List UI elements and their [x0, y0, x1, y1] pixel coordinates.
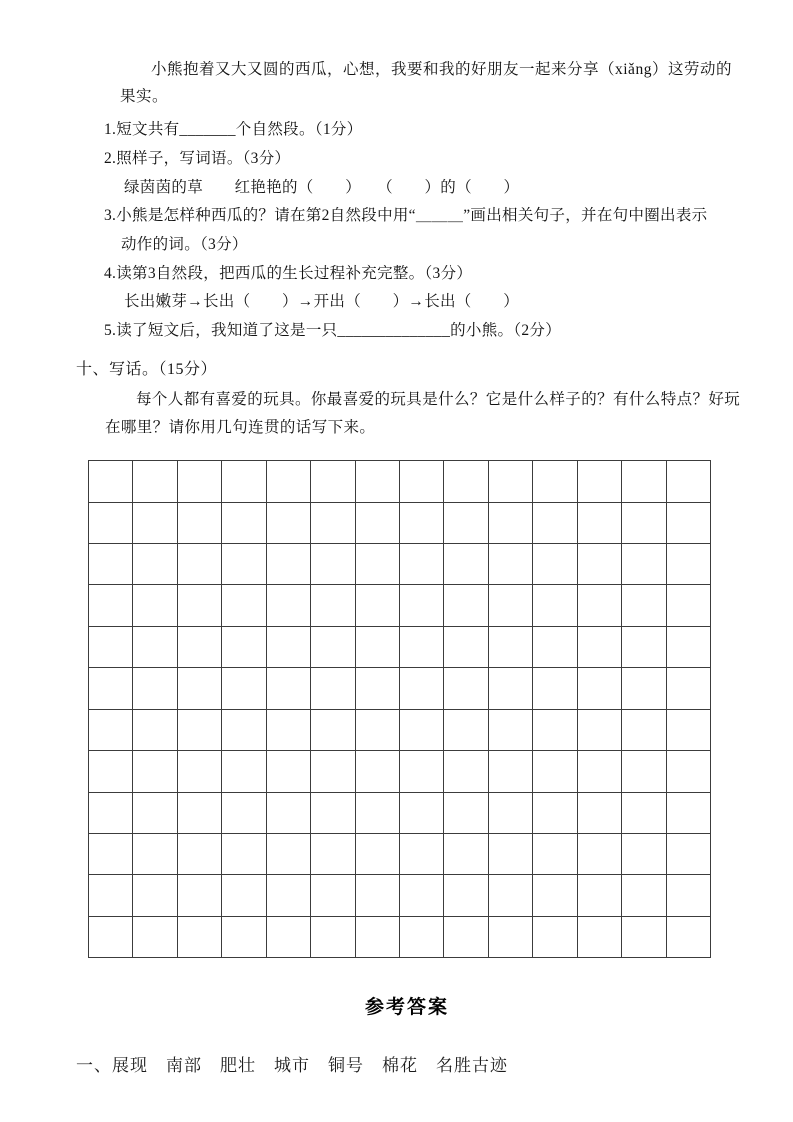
- writing-grid-cell: [267, 793, 311, 834]
- writing-grid-cell: [533, 917, 577, 958]
- writing-grid-cell: [444, 834, 488, 875]
- writing-grid-cell: [178, 751, 222, 792]
- question-list: [76, 116, 738, 345]
- writing-grid-cell: [311, 834, 355, 875]
- writing-grid-cell: [311, 503, 355, 544]
- writing-grid-cell: [489, 544, 533, 585]
- writing-grid-cell: [667, 627, 711, 668]
- writing-grid-cell: [622, 668, 666, 709]
- writing-grid-cell: [178, 461, 222, 502]
- question-2: [104, 145, 738, 202]
- writing-grid-cell: [133, 544, 177, 585]
- writing-grid-cell: [178, 917, 222, 958]
- writing-prompt: 每个人都有喜爱的玩具。你最喜爱的玩具是什么？它是什么样子的？有什么特点？好玩在哪里？请你用几句连贯的话写下来。: [105, 391, 741, 437]
- writing-grid-cell: [133, 875, 177, 916]
- writing-grid-cell: [400, 793, 444, 834]
- writing-grid-cell: [622, 834, 666, 875]
- question-5: [104, 317, 738, 346]
- writing-grid-cell: [356, 834, 400, 875]
- writing-grid-cell: [89, 668, 133, 709]
- writing-grid-cell: [178, 668, 222, 709]
- reading-passage: 小熊抱着又大又圆的西瓜，心想，我要和我的好朋友一起来分享（xiǎng）这劳动的果实。: [120, 61, 732, 106]
- writing-grid-cell: [356, 668, 400, 709]
- writing-grid-cell: [400, 751, 444, 792]
- writing-grid-cell: [578, 461, 622, 502]
- writing-grid-cell: [489, 585, 533, 626]
- writing-grid-cell: [444, 585, 488, 626]
- writing-grid-cell: [444, 544, 488, 585]
- writing-grid-cell: [133, 503, 177, 544]
- writing-grid-cell: [622, 627, 666, 668]
- writing-grid-cell: [578, 668, 622, 709]
- writing-grid-cell: [222, 917, 266, 958]
- writing-grid-cell: [311, 875, 355, 916]
- writing-grid-cell: [356, 875, 400, 916]
- writing-grid-cell: [533, 544, 577, 585]
- writing-grid-cell: [489, 627, 533, 668]
- writing-grid-cell: [356, 793, 400, 834]
- writing-grid-cell: [178, 627, 222, 668]
- writing-grid-cell: [311, 585, 355, 626]
- writing-grid-cell: [489, 875, 533, 916]
- question-text: 1.短文共有_______个自然段。（1分）: [104, 121, 363, 139]
- writing-grid-cell: [667, 834, 711, 875]
- writing-grid-cell: [89, 917, 133, 958]
- writing-grid-cell: [356, 585, 400, 626]
- writing-grid-cell: [89, 461, 133, 502]
- writing-grid-cell: [311, 544, 355, 585]
- writing-grid-cell: [311, 627, 355, 668]
- question-3: [104, 202, 738, 259]
- writing-grid-cell: [89, 627, 133, 668]
- writing-grid-cell: [178, 793, 222, 834]
- writing-grid-cell: [444, 627, 488, 668]
- writing-grid-cell: [489, 710, 533, 751]
- writing-grid-cell: [578, 875, 622, 916]
- writing-grid-cell: [533, 751, 577, 792]
- writing-grid-cell: [578, 751, 622, 792]
- writing-grid-cell: [533, 627, 577, 668]
- question-subline: 长出嫩芽→长出（ ）→开出（ ）→长出（ ）: [124, 293, 520, 311]
- question-4: [104, 260, 738, 317]
- writing-grid-cell: [400, 461, 444, 502]
- writing-grid-cell: [444, 875, 488, 916]
- writing-grid-cell: [222, 875, 266, 916]
- writing-grid-cell: [400, 544, 444, 585]
- question-1: [104, 116, 738, 145]
- writing-grid-cell: [89, 834, 133, 875]
- writing-grid: [88, 460, 711, 958]
- writing-grid-cell: [222, 793, 266, 834]
- writing-grid-cell: [667, 668, 711, 709]
- writing-grid-cell: [622, 544, 666, 585]
- writing-grid-cell: [356, 710, 400, 751]
- writing-grid-cell: [356, 751, 400, 792]
- writing-grid-cell: [622, 585, 666, 626]
- writing-grid-cell: [622, 503, 666, 544]
- writing-grid-cell: [400, 917, 444, 958]
- writing-grid-cell: [178, 503, 222, 544]
- writing-grid-cell: [311, 793, 355, 834]
- section-10-heading: 十、写话。（15分）: [76, 360, 218, 378]
- writing-grid-cell: [578, 710, 622, 751]
- writing-grid-cell: [89, 875, 133, 916]
- writing-grid-cell: [533, 875, 577, 916]
- writing-grid-cell: [267, 834, 311, 875]
- writing-grid-cell: [622, 917, 666, 958]
- writing-grid-cell: [178, 585, 222, 626]
- writing-grid-cell: [178, 875, 222, 916]
- writing-grid-cell: [222, 710, 266, 751]
- writing-grid-cell: [267, 585, 311, 626]
- writing-grid-cell: [622, 793, 666, 834]
- writing-grid-cell: [578, 544, 622, 585]
- answer-line-1: 一、展现 南部 肥壮 城市 铜号 棉花 名胜古迹: [76, 1056, 508, 1076]
- writing-grid-cell: [400, 834, 444, 875]
- writing-grid-cell: [444, 710, 488, 751]
- writing-grid-cell: [222, 668, 266, 709]
- writing-grid-cell: [178, 544, 222, 585]
- writing-grid-cell: [89, 503, 133, 544]
- writing-grid-cell: [533, 834, 577, 875]
- writing-grid-cell: [89, 544, 133, 585]
- writing-grid-cell: [489, 751, 533, 792]
- writing-grid-cell: [578, 627, 622, 668]
- writing-grid-cell: [578, 503, 622, 544]
- answers-heading: 参考答案: [364, 997, 449, 1019]
- writing-grid-cell: [356, 544, 400, 585]
- writing-grid-cell: [133, 668, 177, 709]
- writing-grid-cell: [533, 710, 577, 751]
- writing-grid-cell: [267, 875, 311, 916]
- writing-grid-cell: [667, 544, 711, 585]
- writing-grid-cell: [622, 461, 666, 502]
- writing-grid-cell: [667, 751, 711, 792]
- writing-grid-cell: [489, 461, 533, 502]
- writing-grid-cell: [622, 751, 666, 792]
- writing-grid-cell: [267, 503, 311, 544]
- writing-grid-cell: [222, 834, 266, 875]
- writing-grid-cell: [667, 793, 711, 834]
- writing-grid-cell: [356, 917, 400, 958]
- writing-grid-cell: [133, 461, 177, 502]
- writing-grid-cell: [489, 793, 533, 834]
- question-text: 4.读第3自然段，把西瓜的生长过程补充完整。（3分）: [104, 264, 473, 282]
- writing-grid-cell: [222, 751, 266, 792]
- writing-grid-cell: [133, 710, 177, 751]
- writing-grid-cell: [667, 585, 711, 626]
- writing-grid-cell: [267, 668, 311, 709]
- writing-grid-cell: [267, 544, 311, 585]
- writing-grid-cell: [533, 793, 577, 834]
- writing-grid-cell: [489, 668, 533, 709]
- writing-grid-cell: [578, 585, 622, 626]
- writing-grid-cell: [533, 461, 577, 502]
- writing-grid-cell: [133, 834, 177, 875]
- writing-grid-cell: [533, 585, 577, 626]
- writing-grid-cell: [400, 627, 444, 668]
- question-subline: 绿茵茵的草 红艳艳的（ ） （ ）的（ ）: [124, 178, 520, 196]
- writing-grid-cell: [178, 834, 222, 875]
- writing-grid-cell: [133, 585, 177, 626]
- writing-grid-cell: [222, 503, 266, 544]
- writing-grid-cell: [667, 461, 711, 502]
- writing-grid-cell: [489, 503, 533, 544]
- writing-grid-cell: [667, 710, 711, 751]
- writing-grid-cell: [667, 917, 711, 958]
- writing-grid-cell: [133, 917, 177, 958]
- writing-grid-cell: [578, 917, 622, 958]
- writing-grid-cell: [400, 503, 444, 544]
- question-text: 5.读了短文后，我知道了这是一只______________的小熊。（2分）: [104, 321, 562, 339]
- writing-grid-cell: [89, 585, 133, 626]
- writing-grid-cell: [667, 875, 711, 916]
- writing-grid-cell: [444, 503, 488, 544]
- writing-grid-cell: [89, 751, 133, 792]
- writing-grid-cell: [444, 461, 488, 502]
- writing-grid-cell: [622, 710, 666, 751]
- writing-grid-cell: [356, 461, 400, 502]
- writing-grid-cell: [222, 585, 266, 626]
- writing-grid-cell: [89, 710, 133, 751]
- writing-grid-cell: [267, 710, 311, 751]
- writing-grid-cell: [267, 917, 311, 958]
- writing-grid-cell: [444, 751, 488, 792]
- writing-grid-cell: [222, 544, 266, 585]
- writing-grid-cell: [356, 503, 400, 544]
- writing-grid-cell: [444, 917, 488, 958]
- writing-grid-cell: [89, 793, 133, 834]
- writing-grid-cell: [222, 461, 266, 502]
- question-text: 2.照样子，写词语。（3分）: [104, 149, 291, 167]
- writing-grid-cell: [222, 627, 266, 668]
- writing-grid-cell: [489, 917, 533, 958]
- writing-grid-cell: [622, 875, 666, 916]
- writing-grid-cell: [178, 710, 222, 751]
- writing-grid-cell: [667, 503, 711, 544]
- writing-grid-cell: [133, 793, 177, 834]
- writing-grid-cell: [133, 627, 177, 668]
- writing-grid-cell: [311, 461, 355, 502]
- writing-grid-cell: [356, 627, 400, 668]
- writing-grid-cell: [400, 875, 444, 916]
- writing-grid-cell: [400, 585, 444, 626]
- writing-grid-cell: [311, 917, 355, 958]
- question-text: 3.小熊是怎样种西瓜的？请在第2自然段中用“＿＿＿”画出相关句子，并在句中圈出表示动作的词。（3分）: [104, 207, 708, 253]
- writing-grid-cell: [400, 668, 444, 709]
- writing-grid-cell: [578, 834, 622, 875]
- writing-grid-cell: [311, 710, 355, 751]
- writing-grid-cell: [489, 834, 533, 875]
- writing-grid-cell: [311, 668, 355, 709]
- writing-grid-cell: [267, 461, 311, 502]
- writing-grid-cell: [444, 668, 488, 709]
- writing-grid-cell: [133, 751, 177, 792]
- writing-grid-cell: [444, 793, 488, 834]
- writing-grid-cell: [578, 793, 622, 834]
- writing-grid-cell: [400, 710, 444, 751]
- writing-grid-cell: [267, 751, 311, 792]
- writing-grid-cell: [267, 627, 311, 668]
- writing-grid-cell: [533, 503, 577, 544]
- writing-grid-cell: [311, 751, 355, 792]
- writing-grid-cell: [533, 668, 577, 709]
